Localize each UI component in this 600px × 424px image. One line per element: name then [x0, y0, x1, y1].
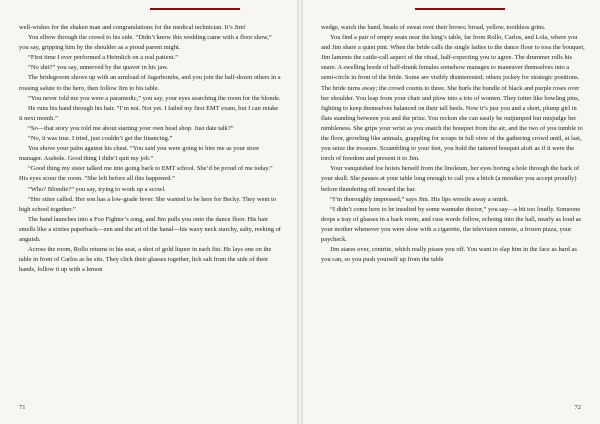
- left-page: [0, 0, 297, 424]
- paragraph: “No shit?” you say, unnerved by the quaver in his jaw.: [28, 64, 169, 72]
- right-page: [303, 0, 600, 424]
- paragraph: Your vanquished foe hoists herself from the linoleum, her eyes boring a hole through the back of your skull. She pauses at your table long enough to call you a bitch (a moniker you accept proudly) before thundering off toward the bar.: [321, 165, 580, 193]
- header-rule: [415, 8, 505, 10]
- header-rule: [150, 8, 240, 10]
- paragraph: “First time I ever performed a Heimlich on a real patient.”: [28, 54, 178, 62]
- paragraph: wedge, watch the band, beads of sweat over their brows; broad, yellow, toothless grins.: [321, 24, 546, 31]
- page-number: 71: [19, 404, 26, 411]
- paragraph: “Her sitter called. Her son has a low-grade fever. She wanted to be here for Becky. They went to high school together.”: [19, 195, 277, 213]
- paragraph: “So—that story you told me about starting your own head shop. Just date talk?”: [28, 124, 234, 132]
- left-page-text: [19, 23, 281, 275]
- paragraph: “You never told me you were a paramedic,” you say, your eyes searching the room for the blonde.: [28, 94, 281, 102]
- paragraph: “I’m thoroughly impressed,” says Jim. His lips wrestle away a smirk.: [330, 195, 509, 203]
- paragraph: The band launches into a Foo Fighter’s song, and Jim pulls you onto the dance floor. His hair smells like a sixties paperback—zen and the art of the banal—his waxy neck starchy, salty, reeking of anguish.: [19, 215, 281, 243]
- page-number: 72: [574, 404, 581, 411]
- paragraph: You elbow through the crowd to his side. “Didn’t know this wedding came with a floor show,” you say, gripping him by the shoulder as a proud parent might.: [19, 34, 272, 52]
- paragraph: You find a pair of empty seats near the king’s table, far from Rollo, Carlos, and Lola, where you and Jim share a quiet pint. When the bride calls the single ladies to the dance floor to toss the bouquet, Jim laments the cattle-call aspect of the ritual, half-expecting you to agree. The drummer rolls his snare. A swelling horde of half-drunk females somehow manages to maneuver themselves into a semi-circle in front of the bride. Some are visibly disinterested; others jockey for strategic positions. The bride turns away; the crowd counts to three. She hurls the bundle of black and purple roses over her shoulder. You leap from your chair and plow into a trio of women. They totter like bowling pins, fighting to keep themselves balanced on their tall heels. Now it’s just you and a short, plump girl in flats standing between you and the prize. You reckon she can easily be outjumped but misjudge her nimbleness. She grips your wrist as you snatch the bouquet from the air, and the two of you tumble to the floor, growling like animals, grappling for scraps in full view of the gathering crowd until, at last, you seize the treasure. Scrambling to your feet, you hold the tattered bouquet aloft as if it were the torch of freedom and present it to Jim.: [321, 34, 585, 163]
- paragraph: You shove your palm against his chest. “You said you were going to hire me as your store manager. Asshole. Good thing I didn’t quit my job.”: [19, 145, 260, 163]
- paragraph: Jim stares over, contrite, which really pisses you off. You want to slap him in the face as hard as you can, so you push yourself up from the table: [321, 246, 577, 264]
- paragraph: “No, it was true. I tried, just couldn’t get the financing.”: [28, 135, 173, 143]
- paragraph: He runs his hand through his hair. “I’m not. Not yet. I failed my first EMT exam, but I can retake it next month.”: [19, 104, 279, 122]
- paragraph: Across the room, Rollo returns to his seat, a shot of gold liquor in each fist. He lays one on the table in front of Carlos as he sits. They click their glasses together, lick salt from the side of their hands, follow it up with a lemon: [19, 246, 272, 274]
- paragraph: “Who? Blondie?” you say, trying to work up a scowl.: [28, 185, 166, 193]
- paragraph: “Good thing my sister talked me into going back to EMT school. She’d be proud of me today.” His eyes scour the room. “She left before all this happened.”: [19, 165, 273, 183]
- paragraph: The bridegroom shows up with an armload of Jagerbombs, and you join the half-dozen others in a rousing salute to the hero, then follow Jim to his table.: [19, 74, 281, 92]
- right-page-text: [321, 23, 585, 265]
- paragraph: “I didn’t come here to be insulted by some wannabe doctor,” you say—a bit too loudly. Someone drops a tray of glasses in a back room, and cuss words follow, echoing into the hall, nearly as loud as your mother whenever you were slow with a cigarette, the television remote, a frozen pizza, your paycheck.: [321, 205, 582, 243]
- paragraph: well-wishes for the shaken man and congratulations for the medical technician. It’s Jim!: [19, 24, 246, 31]
